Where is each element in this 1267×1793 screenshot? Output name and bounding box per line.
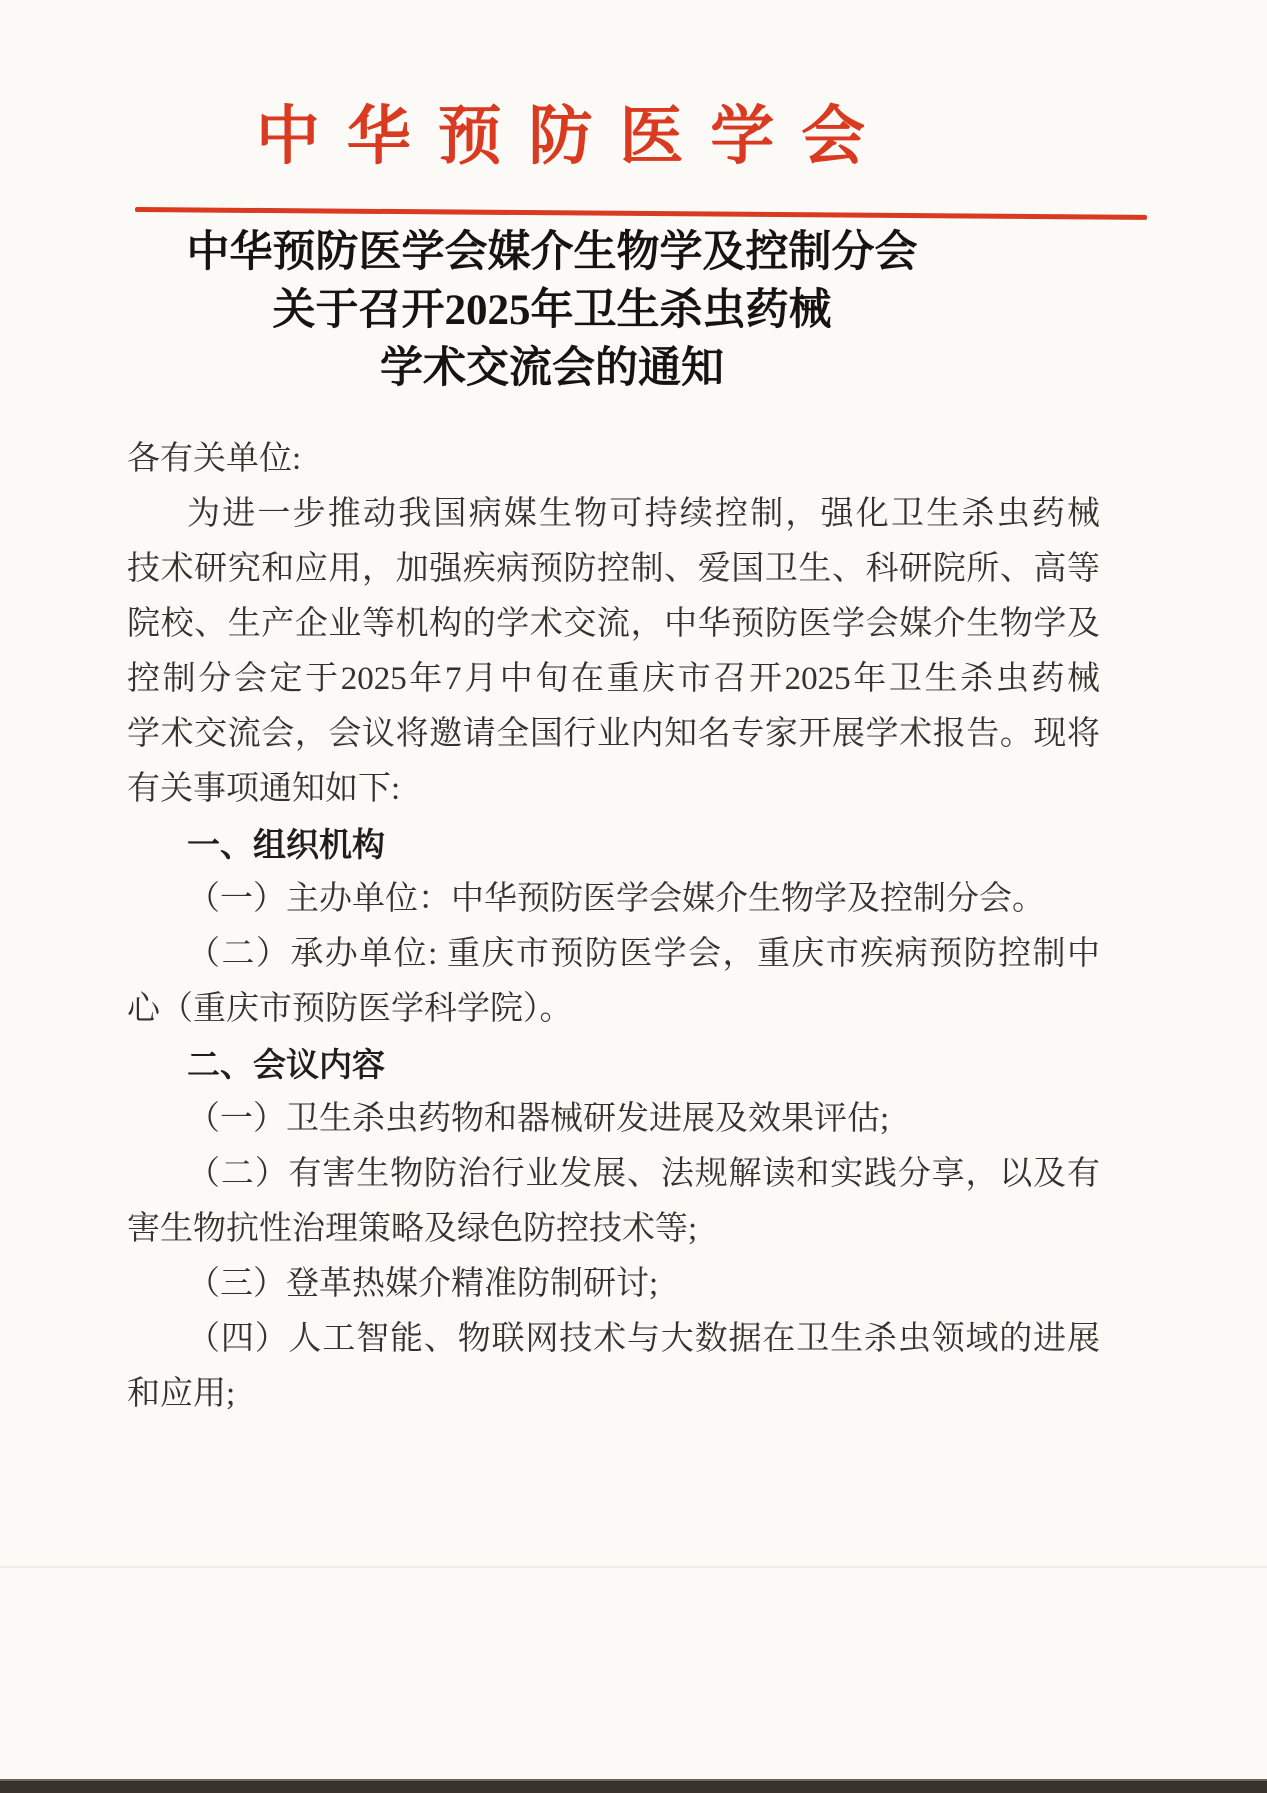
text-line: 学术交流会，会议将邀请全国行业内知名专家开展学术报告。现将 xyxy=(127,716,1100,752)
scan-artifact-line xyxy=(0,1566,1267,1568)
letterhead-divider xyxy=(135,207,1147,220)
text-line: 为进一步推动我国病媒生物可持续控制，强化卫生杀虫药械 xyxy=(187,496,1100,532)
document-title-line-1: 中华预防医学会媒介生物学及控制分会 xyxy=(186,229,918,276)
text-line: （二）有害生物防治行业发展、法规解读和实践分享，以及有 xyxy=(187,1156,1100,1192)
text-line: 院校、生产企业等机构的学术交流，中华预防医学会媒介生物学及 xyxy=(127,606,1100,642)
text-line: 技术研究和应用，加强疾病预防控制、爱国卫生、科研院所、高等 xyxy=(127,551,1100,587)
document-title-line-3: 学术交流会的通知 xyxy=(380,345,724,392)
text-line: （一）主办单位：中华预防医学会媒介生物学及控制分会。 xyxy=(187,881,1045,917)
text-line: （一）卫生杀虫药物和器械研发进展及效果评估; xyxy=(187,1101,890,1137)
body-lines xyxy=(127,432,1100,1422)
text-line: 有关事项通知如下: xyxy=(127,771,401,807)
document-title xyxy=(127,224,977,398)
text-line: （四）人工智能、物联网技术与大数据在卫生杀虫领域的进展 xyxy=(187,1321,1100,1357)
text-line: 二、会议内容 xyxy=(187,1046,385,1083)
letterhead-org-name: 中华预防医学会 xyxy=(255,101,893,172)
text-line: 各有关单位: xyxy=(127,441,302,477)
text-line: 和应用; xyxy=(127,1376,236,1412)
text-line: （三）登革热媒介精准防制研讨; xyxy=(187,1266,659,1302)
document-title-line-2: 关于召开2025年卫生杀虫药械 xyxy=(272,287,832,334)
text-line: （二）承办单位: 重庆市预防医学会，重庆市疾病预防控制中 xyxy=(187,936,1100,972)
text-line: 心（重庆市预防医学科学院）。 xyxy=(127,991,573,1027)
text-line: 害生物抗性治理策略及绿色防控技术等; xyxy=(127,1211,698,1247)
text-line: 一、组织机构 xyxy=(187,826,385,863)
text-line: 控制分会定于2025年7月中旬在重庆市召开2025年卫生杀虫药械 xyxy=(127,661,1100,697)
scan-edge-bar xyxy=(0,1779,1267,1793)
